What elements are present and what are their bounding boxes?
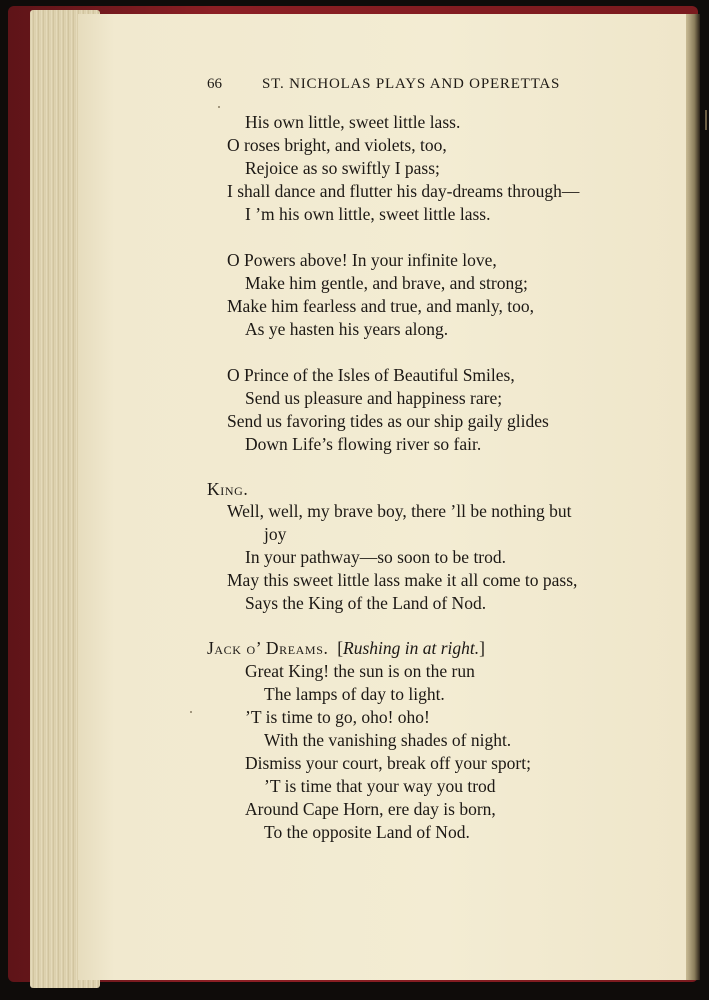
verse-line: ’T is time to go, oho! oho! <box>245 707 430 727</box>
verse-line: O roses bright, and violets, too, <box>227 135 447 155</box>
verse-line: Make him gentle, and brave, and strong; <box>245 273 528 293</box>
verse-line: With the vanishing shades of night. <box>264 730 512 750</box>
verse-line: Around Cape Horn, ere day is born, <box>245 799 496 819</box>
running-title: ST. NICHOLAS PLAYS AND OPERETTAS <box>262 76 561 92</box>
verse-line: Rejoice as so swiftly I pass; <box>245 158 440 178</box>
page-header <box>0 76 709 96</box>
verse-line: As ye hasten his years along. <box>245 319 449 339</box>
verse-line: Great King! the sun is on the run <box>245 661 475 681</box>
verse-line: Well, well, my brave boy, there ’ll be nothing but <box>227 501 572 521</box>
verse-line: Make him fearless and true, and manly, too, <box>227 296 534 316</box>
verse-line: ’T is time that your way you trod <box>264 776 496 796</box>
speaker-line-jack <box>207 637 485 659</box>
stray-mark <box>218 106 220 108</box>
spine-mark <box>705 110 707 130</box>
verse-line: I shall dance and flutter his day-dreams through— <box>227 181 580 201</box>
verse-line: Down Life’s flowing river so fair. <box>245 434 482 454</box>
verse-line: In your pathway—so soon to be trod. <box>245 547 507 567</box>
stray-mark <box>190 711 192 713</box>
page-number: 66 <box>207 76 222 92</box>
verse-line: The lamps of day to light. <box>264 684 445 704</box>
verse-line: Send us pleasure and happiness rare; <box>245 388 503 408</box>
speaker-jack: Jack o’ Dreams. <box>207 638 329 658</box>
verse-line: His own little, sweet little lass. <box>245 112 461 132</box>
verse-line: To the opposite Land of Nod. <box>264 822 470 842</box>
page-gutter <box>686 14 700 980</box>
verse-line: I ’m his own little, sweet little lass. <box>245 204 491 224</box>
stage-direction: Rushing in at right. <box>343 638 480 658</box>
verse-line: May this sweet little lass make it all come to pass, <box>227 570 578 590</box>
verse-line: joy <box>264 524 287 544</box>
verse-line: O Powers above! In your infinite love, <box>227 250 497 270</box>
speaker-king: King. <box>207 479 249 499</box>
verse-line: Says the King of the Land of Nod. <box>245 593 487 613</box>
verse-line: Dismiss your court, break off your sport; <box>245 753 531 773</box>
verse-line: Send us favoring tides as our ship gaily glides <box>227 411 549 431</box>
stage-direction-open: [ <box>337 638 344 658</box>
stage-direction-close: ] <box>479 638 485 658</box>
verse-line: O Prince of the Isles of Beautiful Smiles, <box>227 365 515 385</box>
